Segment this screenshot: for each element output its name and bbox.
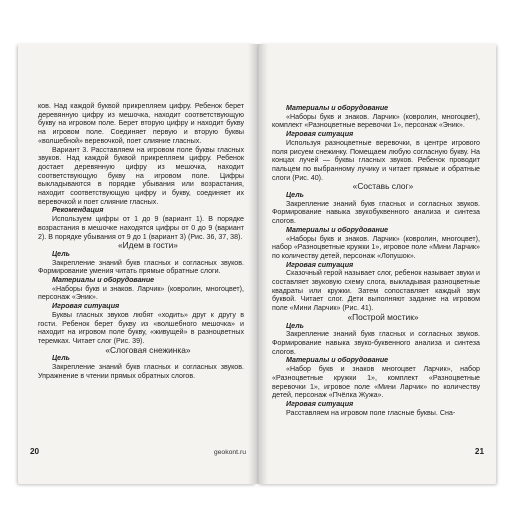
goal-text: Закрепление знаний букв гласных и согласных звуков. Упражнение в чтении прямых обратных слогов. bbox=[38, 363, 244, 380]
game-situation-label: Игровая ситуация bbox=[286, 260, 354, 269]
goal-label: Цель bbox=[52, 249, 70, 258]
left-page bbox=[18, 44, 256, 484]
left-page-content bbox=[38, 102, 244, 381]
page-number: 20 bbox=[30, 447, 40, 456]
game-situation-text: Используя разноцветные веревочки, в центре игрового поля рисуем снежинку. Помещаем любую согласную букву. На концах лучей — буквы гласных звуков. Ребенок проводит пальцем по выбранному лучику и читает прямые и обратные слоги (Рис. 40). bbox=[272, 138, 480, 182]
recommendation-text: Используем цифры от 1 до 9 (вариант 1). В порядке возрастания в мешочке находятся цифры от 0 до 9 (вариант 2). В порядке убывания от 9 до 1 (вариант 3) (Рис. 36, 37, 38). bbox=[38, 215, 244, 241]
goal-text: Закрепление знаний букв гласных и согласных звуков. Формирование умения читать прямые обратные слоги. bbox=[38, 258, 244, 276]
right-page bbox=[258, 44, 496, 484]
goal-label: Цель bbox=[52, 354, 70, 363]
materials-label: Материалы и оборудование bbox=[286, 356, 389, 365]
materials-text: «Наборы букв и знаков. Ларчик» (ковролин, многоцвет), набор «Разноцветные кружки 1», игровое поле «Мини Ларчик» по количеству детей, персонаж «Лопушок». bbox=[272, 234, 480, 260]
game-situation-label: Игровая ситуация bbox=[52, 302, 120, 311]
game-situation-text: Буквы гласных звуков любят «ходить» друг к другу в гости. Ребенок берет букву из «волшебного мешочка» и находит на игровом поле букву, «живущей» в разноцветных теремках. Читает слог (Рис. 39). bbox=[38, 310, 244, 345]
page-number: 21 bbox=[474, 447, 484, 456]
section-title: «Идем в гости» bbox=[118, 240, 178, 251]
game-situation-label: Игровая ситуация bbox=[286, 130, 354, 139]
game-situation-text: Сказочный герой называет слог, ребенок называет звуки и составляет звуковую схему слога, выкладывая разноцветные квадраты или кружки. Затем сопоставляет каждый звук буквой. Читает слог. Дети выполняют задание на игровом поле «Мини Ларчик» (Рис. 41). bbox=[272, 269, 480, 313]
goal-text: Закрепление знаний букв гласных и согласных звуков. Формирование навыка звуко-буквенного анализа и синтеза слогов. bbox=[272, 330, 480, 356]
site-url: geokont.ru bbox=[213, 449, 246, 456]
materials-label: Материалы и оборудование bbox=[52, 276, 155, 285]
materials-text: «Наборы букв и знаков. Ларчик» (ковролин, многоцвет), персонаж «Эник». bbox=[38, 284, 244, 302]
game-situation-text: Расставляем на игровом поле гласные буквы. Сна- bbox=[286, 408, 456, 417]
paragraph: Вариант 3. Расставляем на игровом поле буквы гласных звуков. Над каждой буквой прикрепляем цифру. Ребенок достает деревянную цифру из мешочка, находит соответствующую букву на игровом поле. Цифры выкладываются в порядке убывания или возрастания, находит соответствующую цифру и букву, соединяет их веревочкой и поет слияние гласных. bbox=[38, 145, 244, 206]
game-situation-label: Игровая ситуация bbox=[286, 399, 354, 408]
goal-text: Закрепление знаний букв гласных и согласных звуков. Формирование навыка звукобуквенного анализа и синтеза слогов. bbox=[272, 199, 480, 226]
section-title: «Построй мостик» bbox=[347, 311, 419, 322]
materials-text: «Набор букв и знаков многоцвет Ларчик», набор «Разноцветные кружки 1», комплект «Разноцветные веревочки 1», игровое поле «Мини Ларчик» по количеству детей, персонаж «Пчёлка Жужа». bbox=[272, 365, 480, 400]
recommendation-label: Рекомендация bbox=[52, 206, 104, 215]
materials-label: Материалы и оборудование bbox=[286, 104, 389, 112]
materials-label: Материалы и оборудование bbox=[286, 225, 389, 234]
section-title: «Составь слог» bbox=[352, 181, 414, 192]
goal-label: Цель bbox=[286, 321, 304, 330]
right-page-content bbox=[272, 104, 480, 417]
materials-text: «Наборы букв и знаков. Ларчик» (ковролин, многоцвет), комплект «Разноцветные веревочки 1», персонаж «Эник». bbox=[272, 112, 480, 130]
open-book bbox=[18, 44, 496, 484]
goal-label: Цель bbox=[286, 191, 304, 200]
paragraph: ков. Над каждой буквой прикрепляем цифру. Ребенок берет деревянную цифру из мешочка, находит соответствующую букву на игровом поле. Берет вторую цифру и находит букву на игровом поле. Соединяет первую и вторую буквы «волшебной» веревочкой, поет слияние гласных. bbox=[38, 102, 244, 145]
section-title: «Слоговая снежинка» bbox=[105, 344, 191, 355]
